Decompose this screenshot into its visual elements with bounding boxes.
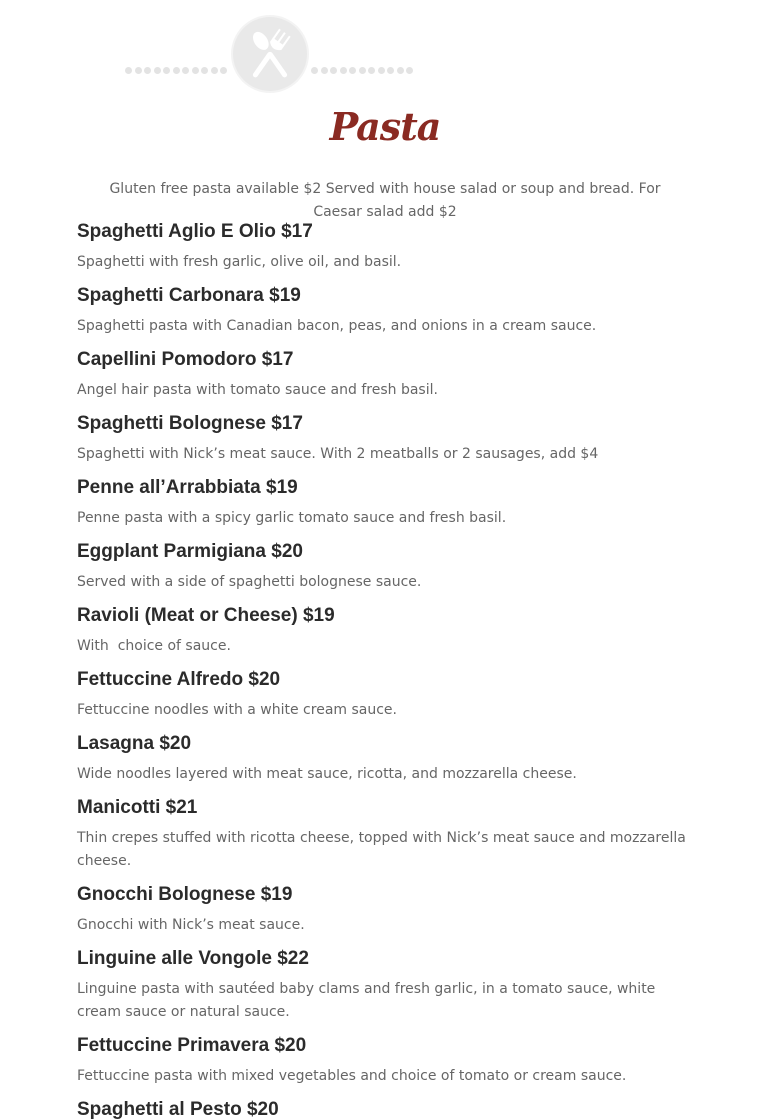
item-name: Fettuccine Alfredo $20 [77, 669, 281, 690]
list-item [77, 668, 687, 722]
menu-list [77, 220, 687, 1120]
list-item [77, 412, 687, 466]
item-description: Spaghetti pasta with Canadian bacon, peas, and onions in a cream sauce. [77, 318, 597, 334]
menu-intro: Gluten free pasta available $2 Served with house salad or soup and bread. For Caesar salad add $2 [109, 181, 661, 220]
list-item [77, 220, 687, 274]
divider-dots-right [311, 67, 413, 74]
item-name: Gnocchi Bolognese $19 [77, 884, 293, 905]
item-name: Eggplant Parmigiana $20 [77, 541, 303, 562]
list-item [77, 348, 687, 402]
item-name: Capellini Pomodoro $17 [77, 349, 294, 370]
item-name: Manicotti $21 [77, 797, 198, 818]
item-name: Spaghetti Bolognese $17 [77, 413, 303, 434]
item-name: Ravioli (Meat or Cheese) $19 [77, 605, 335, 626]
ornamental-divider [0, 16, 770, 92]
list-item [77, 732, 687, 786]
item-description: Penne pasta with a spicy garlic tomato sauce and fresh basil. [77, 510, 507, 526]
item-name: Spaghetti al Pesto $20 [77, 1099, 279, 1120]
item-description: Served with a side of spaghetti bolognese sauce. [77, 574, 422, 590]
divider-dots-left [125, 67, 227, 74]
list-item [77, 604, 687, 658]
item-description: Thin crepes stuffed with ricotta cheese, topped with Nick’s meat sauce and mozzarella cheese. [77, 830, 686, 869]
item-name: Penne all’Arrabbiata $19 [77, 477, 298, 498]
item-name: Spaghetti Carbonara $19 [77, 285, 301, 306]
item-description: With choice of sauce. [77, 638, 231, 654]
list-item [77, 476, 687, 530]
item-description: Fettuccine noodles with a white cream sauce. [77, 702, 397, 718]
item-name: Linguine alle Vongole $22 [77, 948, 309, 969]
item-name: Lasagna $20 [77, 733, 192, 754]
item-name: Fettuccine Primavera $20 [77, 1035, 307, 1056]
item-description: Gnocchi with Nick’s meat sauce. [77, 917, 305, 933]
page-title: Pasta [329, 104, 441, 149]
list-item [77, 284, 687, 338]
list-item [77, 883, 687, 937]
list-item [77, 796, 687, 873]
item-description: Angel hair pasta with tomato sauce and fresh basil. [77, 382, 438, 398]
item-description: Wide noodles layered with meat sauce, ricotta, and mozzarella cheese. [77, 766, 577, 782]
item-description: Linguine pasta with sautéed baby clams and fresh garlic, in a tomato sauce, white cream sauce or natural sauce. [77, 981, 656, 1020]
item-name: Spaghetti Aglio E Olio $17 [77, 221, 313, 242]
list-item [77, 1098, 687, 1120]
list-item [77, 947, 687, 1024]
item-description: Spaghetti with Nick’s meat sauce. With 2 meatballs or 2 sausages, add $4 [77, 446, 599, 462]
item-description: Spaghetti with fresh garlic, olive oil, and basil. [77, 254, 402, 270]
list-item [77, 1034, 687, 1088]
list-item [77, 540, 687, 594]
fork-and-spoon-icon [233, 17, 307, 91]
item-description: Fettuccine pasta with mixed vegetables and choice of tomato or cream sauce. [77, 1068, 627, 1084]
